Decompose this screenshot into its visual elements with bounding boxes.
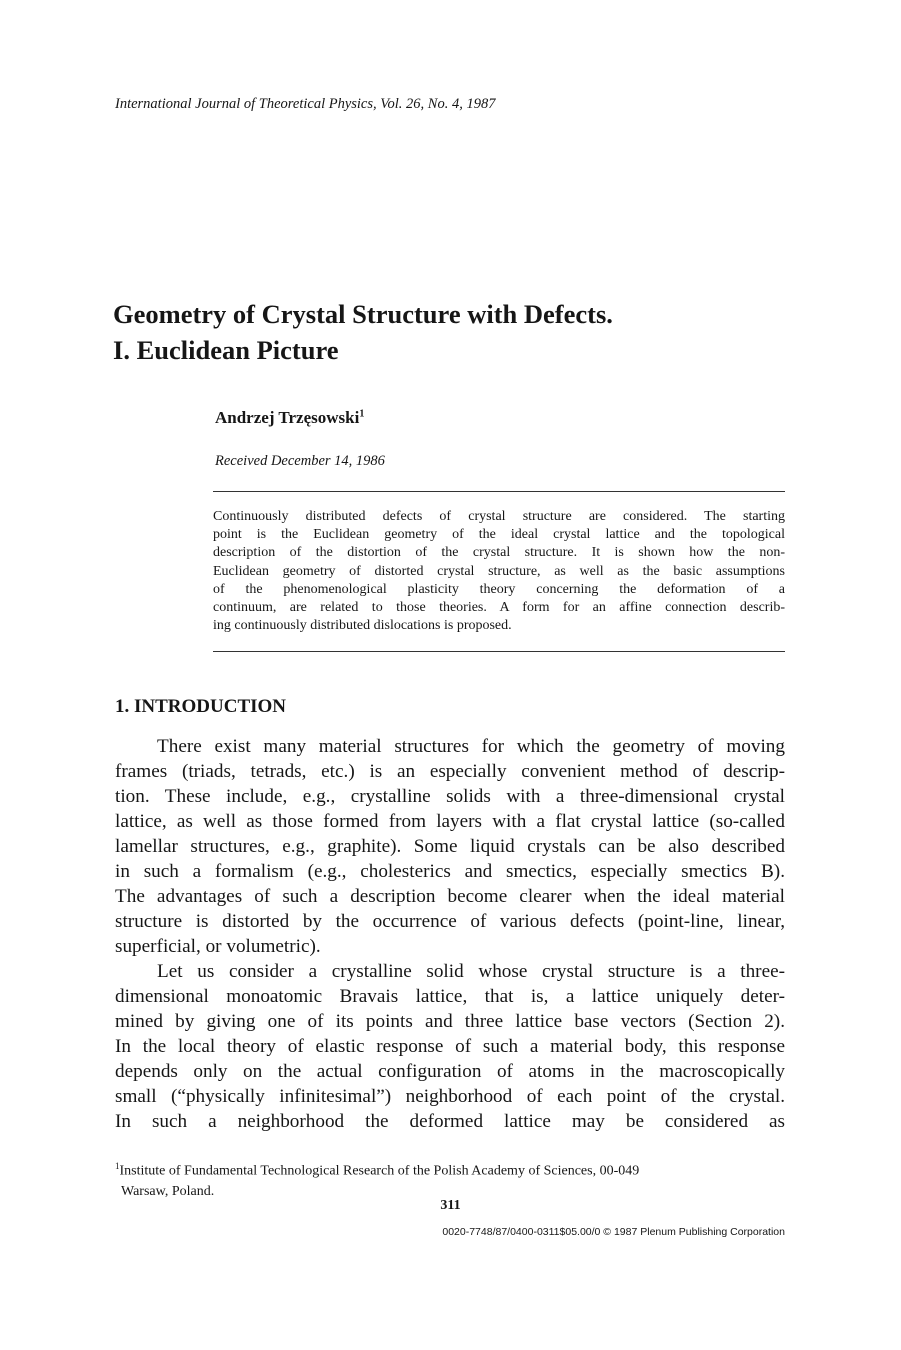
paper-title [113, 296, 613, 368]
received-date: Received December 14, 1986 [215, 453, 385, 469]
abstract-bottom-rule [213, 651, 785, 652]
body-line: In the local theory of elastic response of such a material body, this response [115, 1036, 785, 1057]
abstract-line: of the phenomenological plasticity theory concerning the deformation of a [213, 581, 785, 597]
author-footnote-mark: 1 [359, 408, 365, 420]
body-line: Let us consider a crystalline solid whose crystal structure is a three- [157, 961, 785, 982]
copyright-line: 0020-7748/87/0400-0311$05.00/0 © 1987 Plenum Publishing Corporation [442, 1226, 785, 1238]
abstract-line: Euclidean geometry of distorted crystal structure, as well as the basic assumptions [213, 563, 785, 579]
body-line: In such a neighborhood the deformed lattice may be considered as [115, 1111, 785, 1132]
author-name: Andrzej Trzęsowski [215, 408, 360, 427]
title-line-2: I. Euclidean Picture [113, 335, 339, 365]
body-line: lamellar structures, e.g., graphite). Some liquid crystals can be also described [115, 836, 785, 857]
abstract-line: Continuously distributed defects of crystal structure are considered. The starting [213, 509, 785, 524]
body-line: superficial, or volumetric). [115, 936, 321, 957]
journal-citation: International Journal of Theoretical Physics, Vol. 26, No. 4, 1987 [115, 96, 496, 112]
footnote-mark: 1 [115, 1161, 120, 1171]
body-line: There exist many material structures for which the geometry of moving [157, 736, 785, 757]
section-heading: 1. INTRODUCTION [115, 696, 287, 717]
body-line: in such a formalism (e.g., cholesterics and smectics, especially smectics B). [115, 861, 785, 882]
body-text [115, 734, 785, 1134]
body-line: small (“physically infinitesimal”) neighborhood of each point of the crystal. [115, 1086, 785, 1107]
footnote-line-2: Warsaw, Poland. [121, 1183, 215, 1199]
body-line: structure is distorted by the occurrence of various defects (point-line, linear, [115, 911, 785, 932]
page-number: 311 [440, 1198, 461, 1213]
body-line: lattice, as well as those formed from layers with a flat crystal lattice (so-called [115, 811, 785, 832]
abstract-top-rule [213, 491, 785, 492]
author [215, 408, 364, 428]
abstract-line: continuum, are related to those theories. A form for an affine connection describ- [213, 599, 785, 615]
body-line: tion. These include, e.g., crystalline solids with a three-dimensional crystal [115, 786, 785, 807]
abstract-line: ing continuously distributed dislocations is proposed. [213, 618, 512, 634]
footnote [115, 1156, 787, 1202]
abstract [213, 508, 785, 635]
body-line: The advantages of such a description become clearer when the ideal material [115, 886, 785, 907]
title-line-1: Geometry of Crystal Structure with Defects. [113, 299, 613, 329]
body-line: dimensional monoatomic Bravais lattice, that is, a lattice uniquely deter- [115, 986, 785, 1007]
footnote-line-1: Institute of Fundamental Technological Research of the Polish Academy of Sciences, 00-049 [119, 1163, 640, 1179]
body-line: frames (triads, tetrads, etc.) is an especially convenient method of descrip- [115, 761, 785, 782]
abstract-line: description of the distortion of the crystal structure. It is shown how the non- [213, 545, 785, 561]
body-line: mined by giving one of its points and three lattice base vectors (Section 2). [115, 1011, 785, 1032]
abstract-line: point is the Euclidean geometry of the ideal crystal lattice and the topological [213, 527, 785, 543]
body-line: depends only on the actual configuration of atoms in the macroscopically [115, 1061, 785, 1082]
